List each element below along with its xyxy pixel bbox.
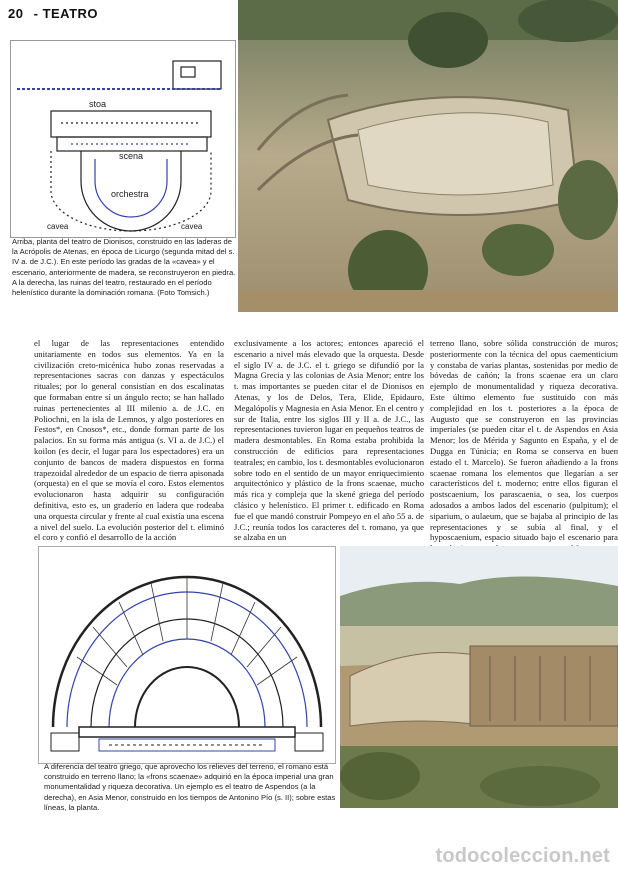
page-header	[8, 6, 98, 21]
watermark: todocoleccion.net	[435, 845, 610, 867]
dionysos-plan-figure	[10, 40, 236, 238]
label-cavea-right: cavea	[181, 222, 203, 231]
page-number: 20	[8, 6, 24, 21]
aspendos-parascaenium-left	[51, 733, 79, 751]
plan-stoa	[51, 111, 211, 137]
label-scena: scena	[119, 151, 144, 161]
section-title: TEATRO	[42, 6, 99, 21]
caption-dionysos: Arriba, planta del teatro de Dionisos, construido en las laderas de la Acrópolis de Atenas, en época de Licurgo (segunda mitad del s. IV a. de J.C.). En este período las gradas de la «cavea» y el escenario, anteriormente de madera, se reconstruyeron en piedra. A la derecha, las ruinas del teatro, restaurado en el período helenístico durante la dominación romana. (Foto Tomsich.)	[12, 237, 236, 298]
aspendos-lower-ring	[109, 639, 265, 727]
dionysos-plan-drawing	[11, 41, 235, 237]
body-text-col1: el lugar de las representaciones entendido unitariamente en todos sus elementos. Ya en la civilización creto-micénica hubo zonas reservadas a representaciones sacras con danzas y espectáculos rituales; por lo general consistían en dos escalinatas que formaban entre sí un ángulo recto; se han hallado ruinas pertenecientes al III milenio a. de J.C. en Poliochni, en la isla de Lemnos, y algo posteriores en Festos*, en Cnosos*, etc., donde forman parte de los palacios. En su forma más antigua (s. VI a. de J.C.) el koilon (es decir, el lugar para los espectadores) era un conjunto de bancos de madera dispuestos en forma trapezoidal alrededor de un espacio de tierra apisonada (orquesta) en el que se movía el coro. Estos elementos evolucionaron hasta adquirir su configuración definitiva, esto es, un graderío en ladera que rodeaba una orquesta circular y frente al cual existía una escena a nivel del suelo. La evolución posterior del t. eliminó el coro y confió el desarrollo de la acción	[34, 338, 224, 543]
aspendos-theatre-photo	[340, 546, 618, 808]
dionysos-ruins-photo	[238, 0, 618, 312]
label-stoa: stoa	[89, 99, 107, 109]
aspendos-orchestra	[135, 667, 239, 727]
label-orchestra: orchestra	[111, 189, 149, 199]
body-text-col2: exclusivamente a los actores; entonces apareció el escenario a nivel más elevado que la orquesta. Desde el siglo IV a. de J.C. el t. griego se difundió por la Magna Grecia y las colonias de Asia Menor; entre los t. mas importantes se pueden citar el de Dionisos en Atenas, y los de Delos, Tera, Elide, Epidauro, Megalópolis y Magnesia en Asia Menor. En el centro y sur de Italia, entre los siglos III y II a. de J.C., las representaciones tuvieron lugar en pequeños teatros de madera desmontables. En Roma estaba prohibida la construcción de edificios para representaciones teatrales; en cambio, los t. desmontables evolucionaron sobre todo en el sentido de un mayor enriquecimiento arquitectónico y plástico de la frons scaenae, mucho más rica y compleja que la skené griega del período clásico y helenístico. El primer t. edificado en Roma fue el que mandó construir Pompeyo en el año 55 a. de J.C.; reunía todos los caracteres del t. romano, ya que se alzaba en un	[234, 338, 424, 543]
plan-building-right	[173, 61, 221, 89]
plan-orchestra-inner	[95, 159, 167, 217]
body-column-1	[34, 338, 224, 543]
body-column-2	[234, 338, 424, 543]
caption-aspendos: A diferencia del teatro griego, que aprovecho los relieves del terreno, el romano está construido en terreno llano; la «frons scaenae» adquirió en la época imperial una gran monumentalidad y riqueza decorativa. Un ejemplo es el teatro de Aspendos (a la derecha), en Asia Menor, construido en los tiempos de Antonino Pío (s. II); sobre estas líneas, la planta.	[44, 762, 336, 812]
dash: -	[33, 6, 39, 21]
body-text-col3: terreno llano, sobre sólida construcción de muros; posteriormente con la técnica del opus caementicium y constaba de varias plantas, sostenidas por medio de bóvedas de cañón; la frons scaenae era un claro ejemplo de monumentalidad y riqueza decorativa. Este último elemento fue sustituido con más complejidad en los t. posteriores a la época de Augusto que se construyeron en las provincias imperiales (se pueden citar el t. de Aspendos en Asia Menor; los de Mérida y Sagunto en España, y el de Dugga en Túnicia; en Roma se conserva en buen estado el t. Marcelo). Se fueron añadiendo a la frons scaenae romana los elementos que llegarían a ser característicos del t. moderno; entre ellos figuran el postscaenium, los parascaenia, o sea, los cuerpos adosados a ambos lados del escenario (pulpitum); el siparium, o aulaeum, que se bajaba al principio de las representaciones y se subía al final, y el hyposcaenium, espacio situado bajo el escenario para	[430, 338, 618, 543]
aspendos-parascaenium-right	[295, 733, 323, 751]
label-cavea-left: cavea	[47, 222, 69, 231]
aspendos-plan-figure	[38, 546, 336, 764]
aspendos-pulpitum	[79, 727, 295, 737]
aspendos-radial-aisles	[77, 577, 297, 685]
body-column-3	[430, 338, 618, 554]
aspendos-plan-drawing	[39, 547, 335, 763]
plan-room	[181, 67, 195, 77]
